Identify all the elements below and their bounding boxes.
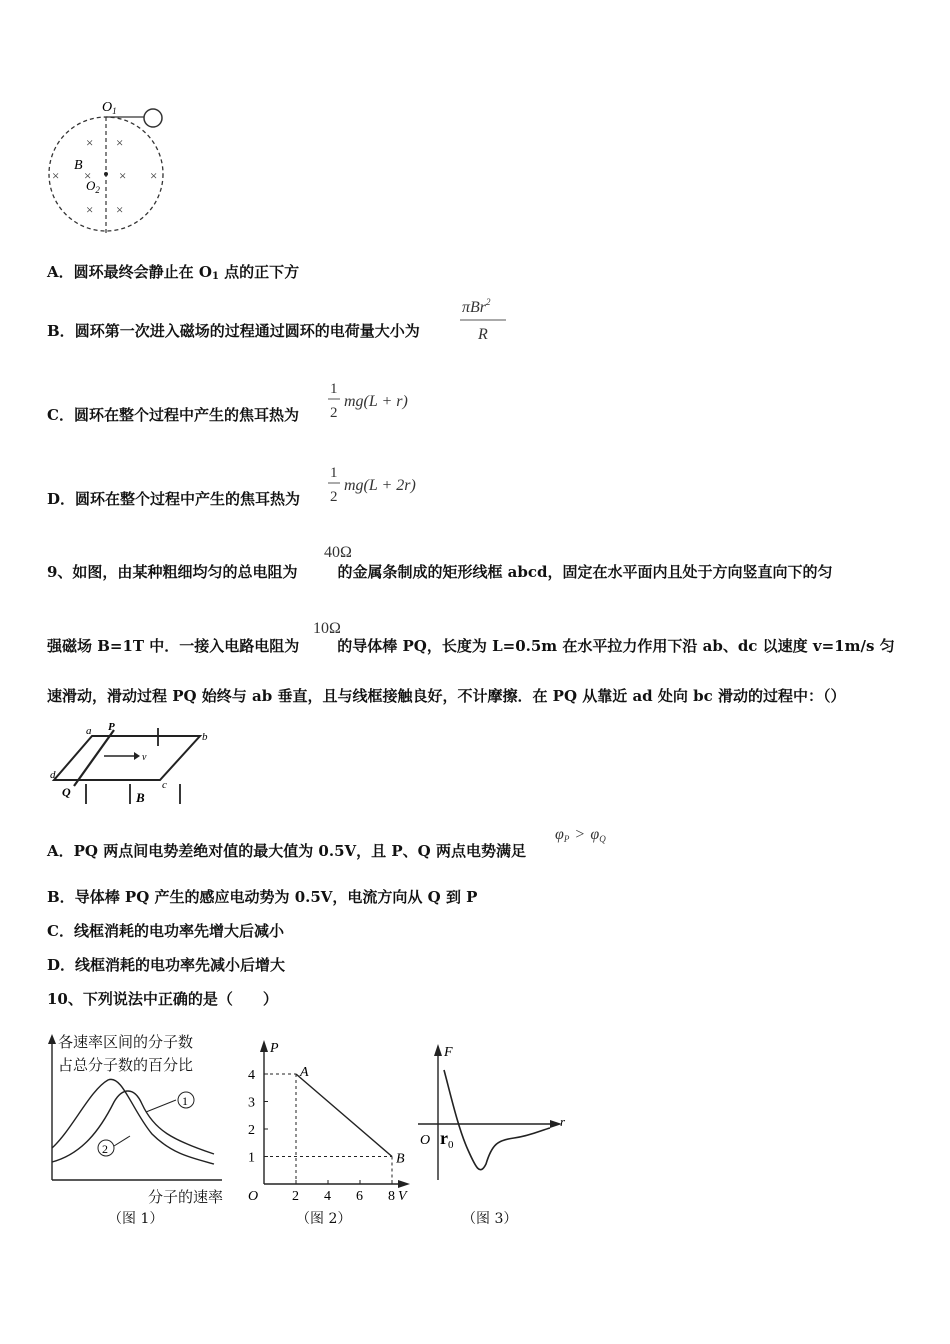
option-text: 圆环最终会静止在 O: [73, 263, 212, 281]
pv-y-arrowhead: [260, 1040, 268, 1052]
q8-option-d: [47, 488, 300, 509]
fig3-force-curve: [444, 1070, 550, 1170]
q8-b-fraction: [458, 294, 510, 346]
fig1-caption: （图 1）: [108, 1211, 164, 1227]
label-o2: $O_2$: [86, 178, 100, 195]
pv-y-tick-label: 3: [248, 1095, 255, 1111]
option-text: 圆环第一次进入磁场的过程通过圆环的电荷量大小为: [74, 322, 420, 340]
pv-origin: O: [248, 1189, 259, 1203]
q8-option-a: [47, 261, 299, 282]
svg-text:mg(L + 2r): mg(L + 2r): [344, 477, 416, 494]
q10-stem: [47, 988, 278, 1009]
option-letter: A．: [47, 263, 74, 281]
fig3-y-arrowhead: [434, 1044, 442, 1056]
pv-point-a-label: A: [300, 1065, 309, 1080]
svg-text:mg(L + r): mg(L + r): [344, 393, 408, 410]
fig1-curve-1: [52, 1091, 214, 1162]
cross-mark: ×: [52, 168, 60, 183]
field-crosses: [52, 135, 157, 217]
svg-text:2: 2: [330, 405, 338, 421]
label-v: v: [142, 752, 147, 763]
pv-x-tick-label: 2: [292, 1189, 299, 1203]
rod-pq: [74, 730, 114, 786]
cross-mark: ×: [116, 135, 124, 150]
q9-option-c: [47, 920, 284, 941]
q8-option-b: [47, 320, 420, 341]
small-ring: [144, 109, 162, 127]
cross-mark: ×: [86, 135, 94, 150]
q8-option-c: [47, 404, 299, 425]
subscript: 1: [211, 271, 219, 282]
q10-figure-3: [410, 1040, 580, 1190]
fig1-curve-2-label: 2: [102, 1142, 108, 1156]
pv-x-tick-label: 4: [324, 1189, 331, 1203]
pv-x-tick-label: 6: [356, 1189, 363, 1203]
svg-text:R: R: [478, 326, 488, 343]
option-letter: D．: [47, 490, 76, 508]
q8-c-expression: [327, 376, 427, 426]
option-letter: C．: [47, 406, 74, 424]
label-b-corner: b: [202, 731, 208, 743]
label-b: B: [74, 158, 83, 173]
label-q: Q: [62, 785, 71, 799]
pv-xlabel: V: [398, 1189, 407, 1203]
cross-mark: ×: [116, 202, 124, 217]
pv-y-tick-label: 4: [248, 1068, 255, 1083]
q10-figure-2-pv-chart: [240, 1038, 415, 1203]
center-dot-o2: [104, 172, 108, 176]
svg-text:πBr2: πBr$^2$: [462, 297, 491, 316]
fig1-y-arrowhead: [48, 1034, 56, 1044]
option-letter: B．: [47, 888, 75, 906]
svg-text:1: 1: [330, 381, 338, 397]
option-letter: A．: [47, 842, 74, 860]
velocity-arrowhead: [134, 752, 140, 760]
q9-option-b: [47, 886, 477, 907]
option-text: 线框消耗的电功率先增大后减小: [73, 922, 284, 940]
cross-mark: ×: [119, 168, 127, 183]
pv-y-tick-label: 2: [248, 1123, 255, 1138]
q8-d-expression: [327, 460, 437, 510]
label-d: d: [50, 769, 56, 781]
pv-point-b-label: B: [396, 1151, 405, 1167]
q9-stem-line2: [47, 635, 895, 656]
q9-rod-resistance: 10Ω: [313, 620, 341, 637]
q9-text: 9、如图，由某种粗细均匀的总电阻为: [47, 563, 298, 581]
option-letter: C．: [47, 922, 74, 940]
cross-mark: ×: [86, 202, 94, 217]
q9-a-potential-relation: φP > φQ: [555, 826, 606, 844]
q9-text: 速滑动，滑动过程 PQ 始终与 ab 垂直，且与线框接触良好，不计摩擦．在 PQ 从靠近 ad 处向 bc 滑动的过程中：（）: [47, 687, 846, 705]
label-a: a: [86, 725, 92, 737]
svg-text:2: 2: [330, 489, 338, 505]
cross-mark: ×: [84, 168, 92, 183]
option-letter: B．: [47, 322, 75, 340]
label-field-b: B: [136, 790, 145, 805]
label-p: P: [108, 722, 115, 733]
fig3-xlabel: r: [560, 1114, 566, 1129]
label-c: c: [162, 779, 167, 791]
label-o1: $O_1$: [102, 100, 117, 116]
option-text-tail: 点的正下方: [218, 263, 300, 281]
q9-text: 的金属条制成的矩形线框 abcd，固定在水平面内且处于方向竖直向下的匀: [337, 563, 833, 581]
fig2-caption: （图 2）: [296, 1211, 352, 1227]
q9-frame-figure: [50, 722, 220, 808]
fig3-origin: O: [420, 1133, 431, 1148]
pv-ylabel: P: [270, 1041, 279, 1056]
pv-series-line: [296, 1074, 392, 1157]
pv-y-tick-label: 1: [248, 1150, 255, 1166]
q9-stem-line1: [47, 561, 833, 582]
field-arrows: [86, 728, 180, 804]
q9-option-d: [47, 954, 285, 975]
fig1-curve-1-leader: [146, 1100, 176, 1112]
cross-mark: ×: [150, 168, 158, 183]
q9-text: 的导体棒 PQ，长度为 L=0.5m 在水平拉力作用下沿 ab、dc 以速度 v=1m/s 匀: [337, 637, 895, 655]
option-text: 圆环在整个过程中产生的焦耳热为: [75, 490, 301, 508]
frame-parallelogram: [54, 736, 200, 780]
option-text: PQ 两点间电势差绝对值的最大值为 0.5V，且 P、Q 两点电势满足: [73, 842, 526, 860]
pv-x-tick-label: 8: [388, 1189, 395, 1203]
q9-option-a: [47, 840, 526, 861]
fig1-ylabel-line2: 占总分子数的百分比: [58, 1056, 194, 1074]
option-text: 圆环在整个过程中产生的焦耳热为: [73, 406, 299, 424]
q9-stem-line3: [47, 685, 845, 706]
fig3-r0-label: $r_0$: [440, 1128, 454, 1151]
option-text: 线框消耗的电功率先减小后增大: [75, 956, 286, 974]
q9-text: 强磁场 B=1T 中．一接入电路电阻为: [47, 637, 300, 655]
fig1-curve-1-label: 1: [182, 1094, 188, 1108]
q9-frame-resistance: 40Ω: [324, 544, 352, 561]
option-text: 导体棒 PQ 产生的感应电动势为 0.5V，电流方向从 Q 到 P: [74, 888, 478, 906]
pv-x-arrowhead: [398, 1180, 410, 1188]
fig3-caption: （图 3）: [462, 1211, 518, 1227]
option-letter: D．: [47, 956, 76, 974]
q10-text: 10、下列说法中正确的是（ ）: [47, 990, 278, 1008]
fig1-xlabel: 分子的速率: [148, 1188, 224, 1206]
fig3-ylabel: F: [444, 1045, 453, 1060]
svg-text:1: 1: [330, 465, 338, 481]
ring-magnetic-field-figure: [44, 96, 174, 241]
fig1-curve-2-leader: [114, 1136, 130, 1146]
fig1-ylabel-line1: 各速率区间的分子数: [58, 1033, 194, 1051]
